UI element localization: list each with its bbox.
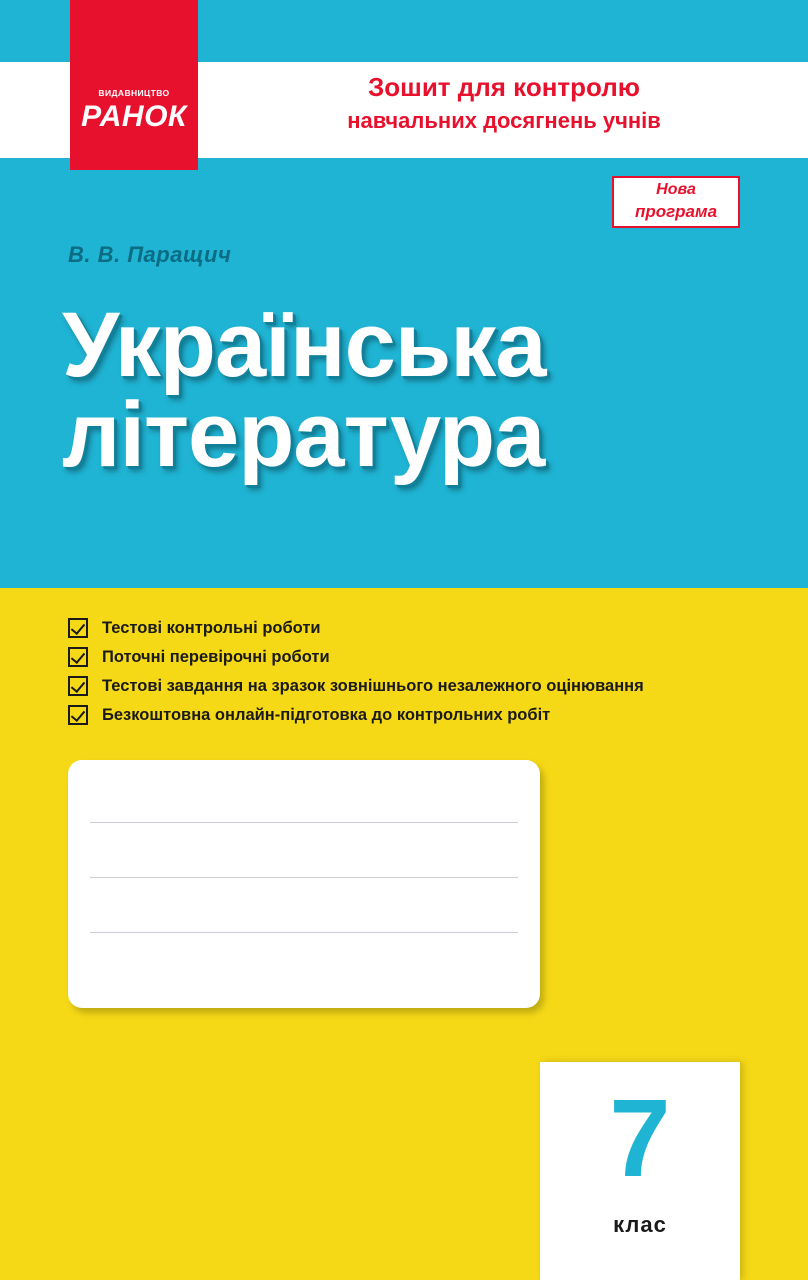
- new-program-badge: [612, 176, 740, 228]
- header-title-line1: Зошит для контролю: [367, 72, 641, 102]
- grade-label: клас: [613, 1212, 667, 1237]
- check-icon: [68, 676, 88, 696]
- check-icon: [68, 647, 88, 667]
- check-icon: [68, 705, 88, 725]
- list-item-label: Тестові завдання на зразок зовнішнього незалежного оцінювання: [102, 676, 644, 695]
- list-item-label: Безкоштовна онлайн-підготовка до контрольних робіт: [102, 705, 551, 724]
- book-title-line2: література: [62, 384, 545, 487]
- card-writing-line: [90, 822, 518, 823]
- card-writing-line: [90, 877, 518, 878]
- list-item: [68, 676, 768, 696]
- list-item-label: Тестові контрольні роботи: [102, 618, 321, 637]
- book-title-line1: Українська: [62, 294, 546, 396]
- author-name: В. В. Паращич: [68, 242, 232, 267]
- new-program-badge-line2: програма: [634, 202, 718, 221]
- list-item: [68, 618, 768, 638]
- publisher-sub-label: ВИДАВНИЦТВО: [98, 88, 170, 98]
- feature-list: [68, 618, 768, 734]
- card-writing-line: [90, 932, 518, 933]
- book-title: [62, 294, 762, 487]
- grade-badge: [540, 1062, 740, 1280]
- list-item: [68, 705, 768, 725]
- grade-number: 7: [609, 1077, 671, 1200]
- list-item: [68, 647, 768, 667]
- publisher-logo: [70, 0, 198, 170]
- check-icon: [68, 618, 88, 638]
- new-program-badge-line1: Нова: [656, 181, 696, 198]
- header-title-line2: навчальних досягнень учнів: [347, 108, 661, 133]
- publisher-name: РАНОК: [81, 100, 187, 133]
- student-name-card: [68, 760, 540, 1008]
- list-item-label: Поточні перевірочні роботи: [102, 647, 330, 666]
